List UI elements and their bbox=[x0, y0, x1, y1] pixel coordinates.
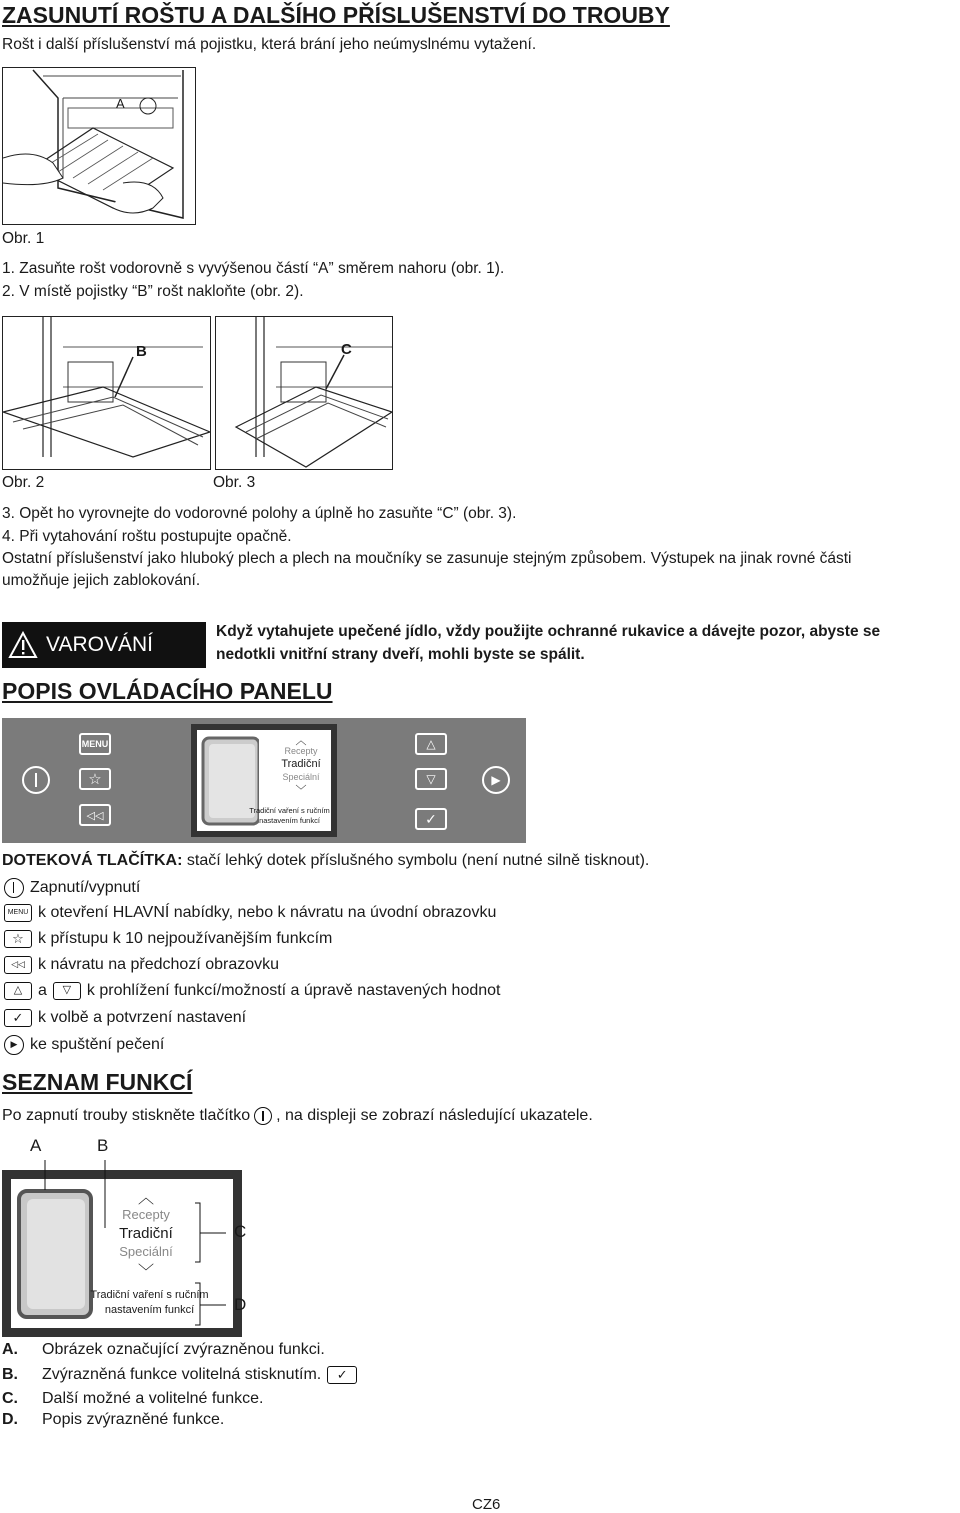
rack-insert-illustration bbox=[216, 317, 392, 469]
oven-rack-illustration bbox=[3, 68, 195, 224]
favourites-button[interactable] bbox=[79, 768, 111, 790]
item-menu bbox=[4, 904, 496, 922]
menu-icon: MENU bbox=[4, 904, 32, 922]
power-button[interactable] bbox=[22, 766, 50, 794]
section-title-functions: SEZNAM FUNKCÍ bbox=[2, 1069, 193, 1095]
function-arrow-down-icon: ﹀ bbox=[137, 1264, 154, 1281]
legend-c bbox=[2, 1390, 263, 1408]
back-button[interactable] bbox=[79, 804, 111, 826]
display-label-b: B bbox=[97, 1136, 109, 1155]
fig3-caption: Obr. 3 bbox=[213, 474, 256, 491]
legend-text: Popis zvýrazněné funkce. bbox=[42, 1411, 225, 1428]
display-next-item: Speciální bbox=[282, 772, 320, 782]
figure-3-rack-insert bbox=[215, 316, 393, 470]
display-prev-item: Recepty bbox=[284, 746, 318, 756]
legend-key: A. bbox=[2, 1341, 18, 1358]
item-menu-text: k otevření HLAVNÍ nabídky, nebo k návratu na úvodní obrazovku bbox=[38, 904, 497, 921]
fig1-caption: Obr. 1 bbox=[2, 230, 45, 247]
function-display bbox=[2, 1170, 242, 1337]
figure-2-rack-tilt bbox=[2, 316, 211, 470]
play-icon: ▶ bbox=[491, 773, 501, 787]
functions-intro-before: Po zapnutí trouby stiskněte tlačítko bbox=[2, 1107, 251, 1124]
legend-key: B. bbox=[2, 1366, 18, 1383]
star-icon: ☆ bbox=[4, 930, 32, 948]
function-next-item: Speciální bbox=[119, 1244, 173, 1259]
item-start bbox=[4, 1035, 164, 1055]
step-1: 1. Zasuňte rošt vodorovně s vyvýšenou částí “A” směrem nahoru (obr. 1). bbox=[2, 260, 505, 277]
item-fav-text: k přístupu k 10 nejpoužívanějším funkcím bbox=[38, 930, 333, 947]
function-current-item: Tradiční bbox=[119, 1225, 173, 1242]
check-icon: ✓ bbox=[327, 1366, 357, 1384]
confirm-button[interactable] bbox=[415, 808, 447, 830]
display-label-c: C bbox=[234, 1222, 247, 1241]
star-icon: ☆ bbox=[88, 771, 102, 788]
note-line-2: umožňuje jejich zablokování. bbox=[2, 572, 201, 589]
check-icon: ✓ bbox=[425, 810, 437, 827]
legend-d bbox=[2, 1411, 224, 1429]
power-icon bbox=[254, 1107, 272, 1125]
down-button[interactable] bbox=[415, 768, 447, 790]
display-desc-1: Tradiční vaření s ručním bbox=[249, 806, 330, 815]
legend-key: D. bbox=[2, 1411, 18, 1428]
triangle-up-icon: △ bbox=[426, 737, 436, 751]
display-arrow-down-icon: ﹀ bbox=[295, 785, 307, 797]
fig1-label-a: A bbox=[116, 96, 125, 111]
fig3-label-c: C bbox=[341, 341, 352, 358]
item-power-text: Zapnutí/vypnutí bbox=[30, 879, 141, 896]
function-arrow-up-icon: ︿ bbox=[137, 1190, 154, 1207]
step-4: 4. Při vytahování roštu postupujte opačně. bbox=[2, 528, 292, 545]
display-arrow-up-icon: ︿ bbox=[295, 735, 307, 747]
functions-intro-after: , na displeji se zobrazí následující ukazatele. bbox=[276, 1107, 593, 1124]
display-current-item: Tradiční bbox=[281, 758, 321, 770]
section-title-rack: ZASUNUTÍ ROŠTU A DALŠÍHO PŘÍSLUŠENSTVÍ DO TROUBY bbox=[2, 2, 670, 28]
note-line-1: Ostatní příslušenství jako hluboký plech a plech na moučníky se zasunuje stejným způsobem. Výstupek na jinak rovné části bbox=[2, 550, 852, 567]
legend-b bbox=[2, 1366, 357, 1384]
display-label-d: D bbox=[234, 1295, 247, 1314]
item-start-text: ke spuštění pečení bbox=[30, 1036, 165, 1053]
intro-text: Rošt i další příslušenství má pojistku, která brání jeho neúmyslnému vytažení. bbox=[2, 36, 537, 53]
figure-1-oven-rack bbox=[2, 67, 196, 225]
touch-text: stačí lehký dotek příslušného symbolu (není nutné silně tisknout). bbox=[182, 852, 650, 869]
warning-triangle-icon bbox=[8, 631, 38, 659]
functions-intro bbox=[2, 1107, 593, 1125]
item-back bbox=[4, 956, 279, 974]
control-panel bbox=[2, 718, 526, 843]
item-updown-text: k prohlížení funkcí/možností a úpravě nastavených hodnot bbox=[86, 982, 501, 999]
item-favourites bbox=[4, 930, 332, 948]
play-icon: ▶ bbox=[4, 1035, 24, 1055]
menu-button[interactable]: MENU bbox=[79, 733, 111, 755]
start-button[interactable] bbox=[482, 766, 510, 794]
warning-badge bbox=[2, 622, 206, 668]
fig2-label-b: B bbox=[136, 343, 147, 360]
warning-label: VAROVÁNÍ bbox=[46, 633, 153, 656]
power-icon bbox=[35, 773, 37, 787]
function-desc-2: nastavením funkcí bbox=[104, 1304, 195, 1316]
item-updown-and: a bbox=[38, 982, 47, 999]
legend-key: C. bbox=[2, 1390, 18, 1407]
triangle-up-icon: △ bbox=[4, 982, 32, 1000]
item-back-text: k návratu na předchozí obrazovku bbox=[38, 956, 280, 973]
item-confirm-text: k volbě a potvrzení nastavení bbox=[38, 1009, 247, 1026]
warning-text-2: nedotkli vnitřní strany dveří, mohli byste se spálit. bbox=[216, 646, 585, 663]
power-icon bbox=[4, 878, 24, 898]
page-number: CZ6 bbox=[472, 1496, 501, 1513]
step-3: 3. Opět ho vyrovnejte do vodorovné polohy a úplně ho zasuňte “C” (obr. 3). bbox=[2, 505, 517, 522]
function-prev-item: Recepty bbox=[122, 1207, 170, 1222]
warning-text-1: Když vytahujete upečené jídlo, vždy použijte ochranné rukavice a dávejte pozor, abyste se bbox=[216, 623, 881, 640]
check-icon: ✓ bbox=[4, 1009, 32, 1027]
touch-buttons-line bbox=[2, 852, 649, 870]
rack-tilt-illustration bbox=[3, 317, 210, 469]
item-power bbox=[4, 878, 140, 898]
fig2-caption: Obr. 2 bbox=[2, 474, 45, 491]
item-up-down bbox=[4, 982, 500, 1000]
legend-text: Obrázek označující zvýrazněnou funkci. bbox=[42, 1341, 325, 1358]
legend-text: Zvýrazněná funkce volitelná stisknutím. bbox=[42, 1366, 322, 1383]
function-desc-1: Tradiční vaření s ručním bbox=[90, 1289, 209, 1301]
step-2: 2. V místě pojistky “B” rošt nakloňte (obr. 2). bbox=[2, 283, 304, 300]
triangle-down-icon: ▽ bbox=[53, 982, 81, 1000]
legend-a bbox=[2, 1341, 325, 1359]
section-title-panel: POPIS OVLÁDACÍHO PANELU bbox=[2, 678, 333, 704]
item-confirm bbox=[4, 1009, 246, 1027]
legend-text: Další možné a volitelné funkce. bbox=[42, 1390, 264, 1407]
triangle-down-icon: ▽ bbox=[426, 772, 436, 786]
rewind-icon: ◁◁ bbox=[4, 956, 32, 974]
display-label-a: A bbox=[30, 1136, 42, 1155]
display-desc-2: nastavením funkcí bbox=[259, 816, 320, 825]
panel-display bbox=[191, 724, 337, 837]
touch-heading: DOTEKOVÁ TLAČÍTKA: bbox=[2, 852, 183, 869]
up-button[interactable] bbox=[415, 733, 447, 755]
rewind-icon: ◁◁ bbox=[86, 809, 104, 822]
